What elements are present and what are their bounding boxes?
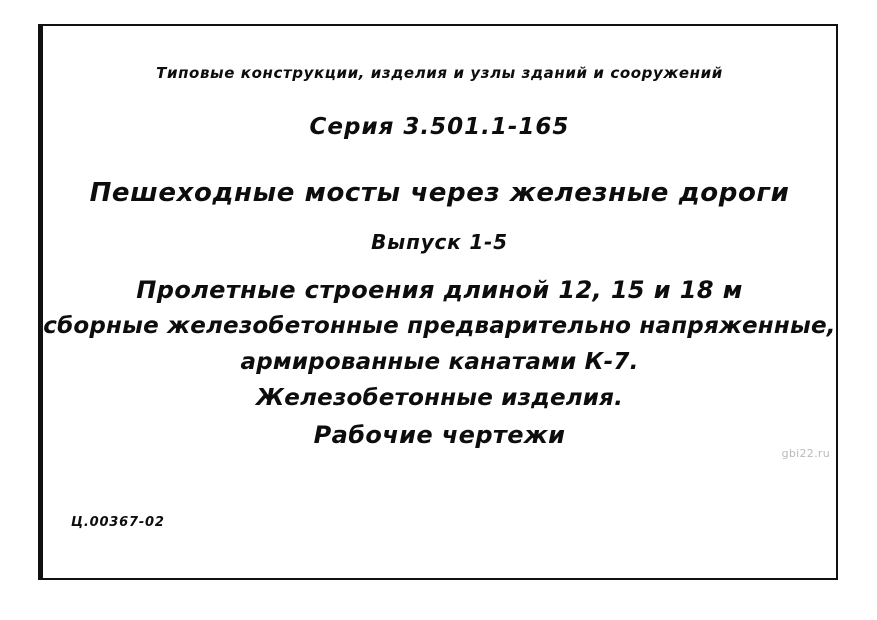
description-line-2: сборные железобетонные предварительно напряженные, — [43, 313, 836, 339]
watermark-label: gbi22.ru — [781, 447, 830, 460]
document-header-line: Типовые конструкции, изделия и узлы зданий и сооружений — [156, 64, 723, 82]
document-code: Ц.00367-02 — [71, 515, 165, 530]
issue-number: Выпуск 1-5 — [371, 230, 508, 254]
drawing-frame — [38, 24, 838, 580]
description-block — [43, 272, 836, 454]
document-title: Пешеходные мосты через железные дороги — [89, 178, 790, 208]
description-line-3: армированные канатами К-7. — [240, 349, 639, 375]
title-block-content — [43, 26, 836, 578]
description-line-5: Рабочие чертежи — [313, 421, 566, 449]
description-line-4: Железобетонные изделия. — [255, 385, 624, 411]
description-line-1: Пролетные строения длиной 12, 15 и 18 м — [136, 276, 743, 304]
series-number: Серия 3.501.1-165 — [309, 114, 570, 140]
